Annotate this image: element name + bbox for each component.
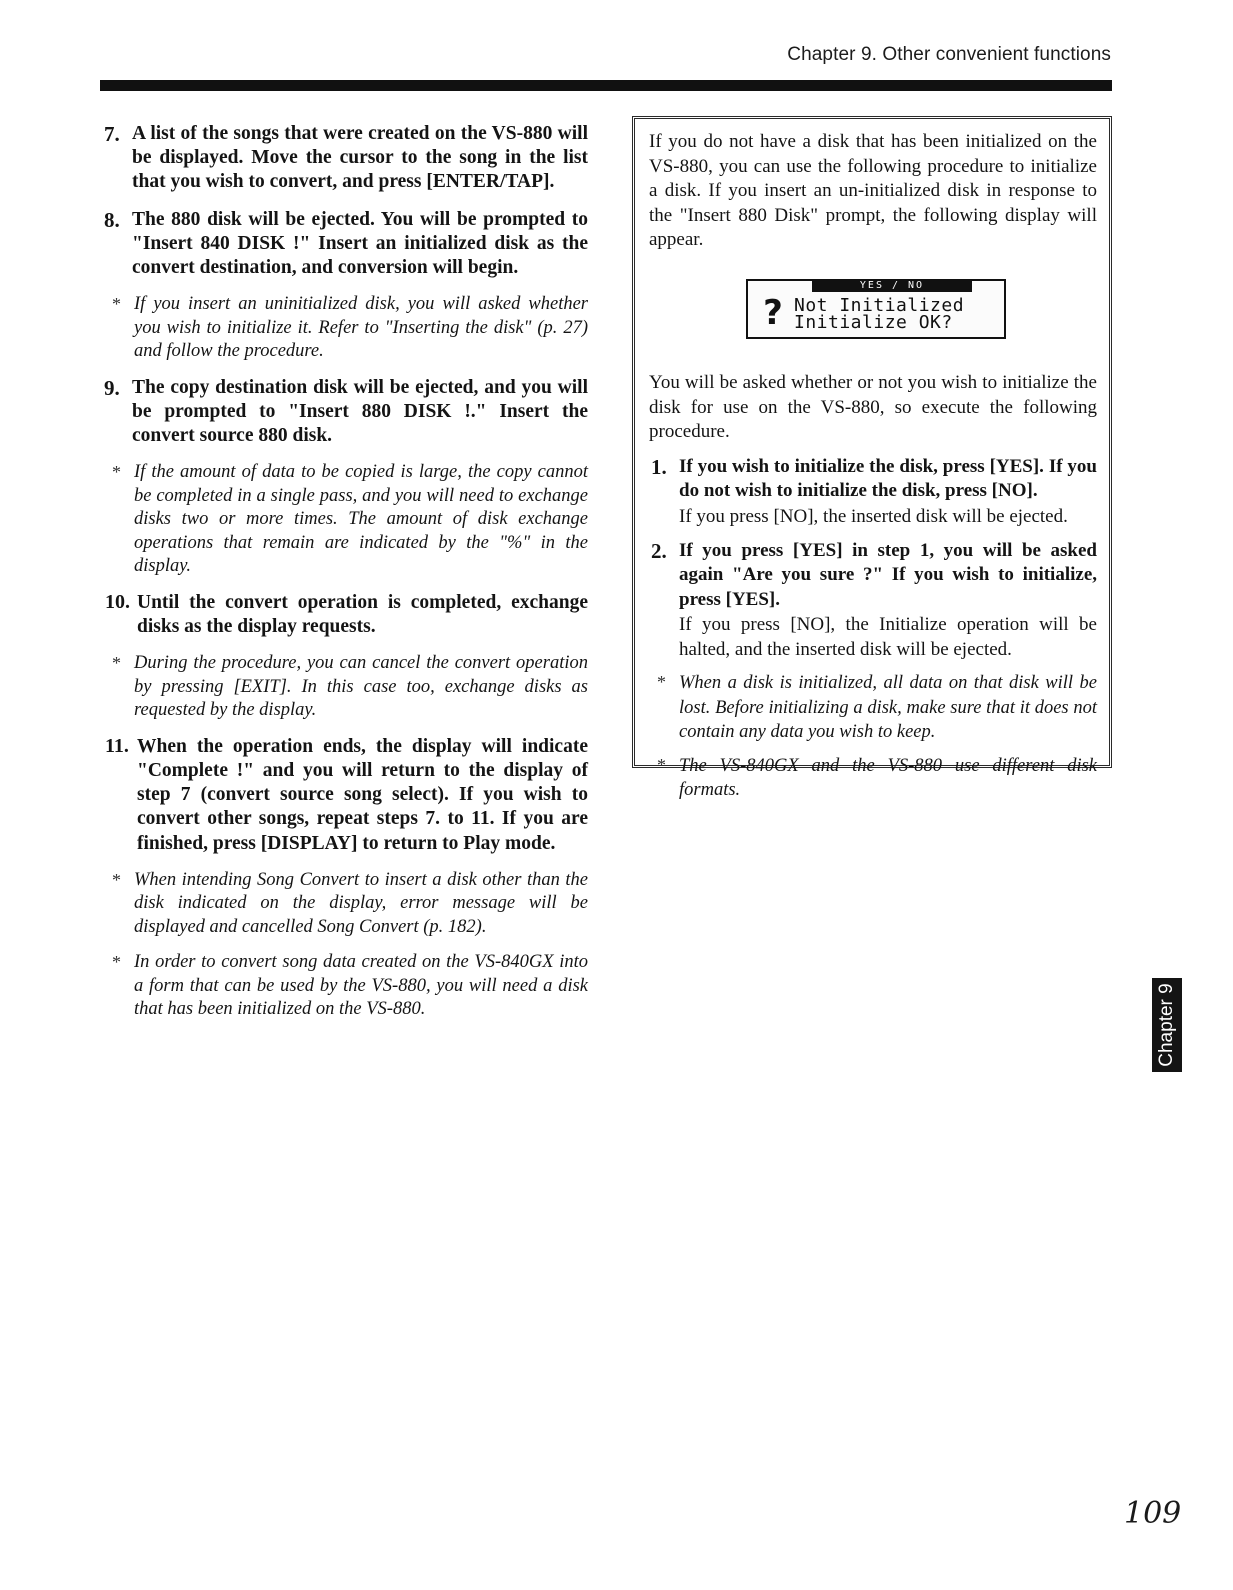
asterisk-icon: * bbox=[112, 869, 121, 890]
intro-paragraph: If you do not have a disk that has been initialized on the VS-880, you can use the following procedure to initialize a disk. If you insert an un-initialized disk in response to the "Insert 880 Disk" prompt, the following display will appear. bbox=[649, 131, 1097, 251]
init-step-2 bbox=[649, 539, 1097, 662]
note-text: During the procedure, you can cancel the convert operation by pressing [EXIT]. In this case too, exchange disks as requested by the display. bbox=[134, 653, 588, 721]
header-rule bbox=[100, 80, 1112, 91]
note bbox=[100, 461, 588, 579]
note bbox=[649, 754, 1097, 803]
asterisk-icon: * bbox=[112, 462, 121, 483]
step-number: 2. bbox=[651, 538, 667, 563]
chapter-header-title: Chapter 9. Other convenient functions bbox=[787, 44, 1111, 65]
note-text: When a disk is initialized, all data on that disk will be lost. Before initializing a disk, make sure that it does not contain any data you wish to keep. bbox=[679, 673, 1097, 742]
step-text: When the operation ends, the display will indicate "Complete !" and you will return to the display of step 7 (convert source song select). If you wish to convert other songs, repeat steps 7. to 11. If you are finished, press [DISPLAY] to return to Play mode. bbox=[137, 735, 588, 854]
note bbox=[100, 869, 588, 940]
asterisk-icon: * bbox=[657, 672, 666, 692]
asterisk-icon: * bbox=[112, 952, 121, 973]
note-text: The VS-840GX and the VS-880 use different disk formats. bbox=[679, 755, 1097, 800]
left-column bbox=[100, 122, 588, 1034]
step-number: 9. bbox=[104, 375, 120, 400]
note bbox=[649, 671, 1097, 745]
note bbox=[100, 652, 588, 723]
note-text: When intending Song Convert to insert a disk other than the disk indicated on the display, error message will be displayed and cancelled Song Convert (p. 182). bbox=[134, 869, 588, 937]
initialize-disk-box bbox=[632, 116, 1112, 800]
lcd-display bbox=[746, 279, 1006, 339]
lcd-line-1: Not Initialized bbox=[794, 294, 965, 316]
note-text: In order to convert song data created on the VS-840GX into a form that can be used by the VS-880, you will need a disk that has been initialized on the VS-880. bbox=[134, 952, 588, 1020]
init-step-1 bbox=[649, 455, 1097, 529]
asterisk-icon: * bbox=[112, 653, 121, 674]
note bbox=[100, 951, 588, 1022]
step-text: Until the convert operation is completed, exchange disks as the display requests. bbox=[137, 591, 588, 638]
step-text: If you press [YES] in step 1, you will be asked again "Are you sure ?" If you wish to initialize, press [YES]. bbox=[679, 539, 1097, 610]
step-text: If you wish to initialize the disk, press [YES]. If you do not wish to initialize the disk, press [NO]. bbox=[679, 455, 1097, 502]
chapter-side-tab bbox=[1152, 978, 1182, 1072]
note-text: If you insert an uninitialized disk, you will asked whether you wish to initialize it. Refer to "Inserting the disk" (p. 27) and follow the procedure. bbox=[134, 294, 588, 362]
question-icon: ? bbox=[763, 292, 783, 333]
page-number: 109 bbox=[1124, 1496, 1182, 1531]
step-number: 8. bbox=[104, 207, 120, 232]
step-10 bbox=[100, 591, 588, 639]
step-subtext: If you press [NO], the Initialize operation will be halted, and the inserted disk will be ejected. bbox=[679, 614, 1097, 660]
after-display-paragraph: You will be asked whether or not you wish to initialize the disk for use on the VS-880, so execute the following procedure. bbox=[649, 371, 1097, 443]
step-text: The copy destination disk will be ejected, and you will be prompted to "Insert 880 DISK !." Insert the convert source 880 disk. bbox=[132, 376, 588, 447]
lcd-line-2: Initialize OK? bbox=[794, 311, 953, 333]
step-8 bbox=[100, 208, 588, 281]
step-9 bbox=[100, 376, 588, 449]
step-11 bbox=[100, 735, 588, 856]
step-number: 11. bbox=[105, 734, 129, 757]
lcd-yes-no-highlight: YES / NO bbox=[812, 279, 972, 292]
step-subtext: If you press [NO], the inserted disk will be ejected. bbox=[679, 505, 1068, 527]
note-text: If the amount of data to be copied is large, the copy cannot be completed in a single pass, and you will need to exchange disks two or more times. The amount of disk exchange operations that remain are indicated by the "%" in the display. bbox=[134, 462, 588, 577]
step-number: 10. bbox=[105, 590, 130, 613]
chapter-tab-label: Chapter 9 bbox=[1156, 983, 1177, 1067]
asterisk-icon: * bbox=[112, 294, 121, 315]
step-text: The 880 disk will be ejected. You will be prompted to "Insert 840 DISK !" Insert an initialized disk as the convert destination, and conversion will begin. bbox=[132, 208, 588, 279]
step-7 bbox=[100, 122, 588, 195]
note bbox=[100, 293, 588, 364]
step-number: 1. bbox=[651, 454, 667, 479]
step-number: 7. bbox=[104, 122, 120, 146]
step-text: A list of the songs that were created on the VS-880 will be displayed. Move the cursor to the song in the list that you wish to convert, and press [ENTER/TAP]. bbox=[132, 123, 588, 193]
asterisk-icon: * bbox=[657, 754, 666, 775]
